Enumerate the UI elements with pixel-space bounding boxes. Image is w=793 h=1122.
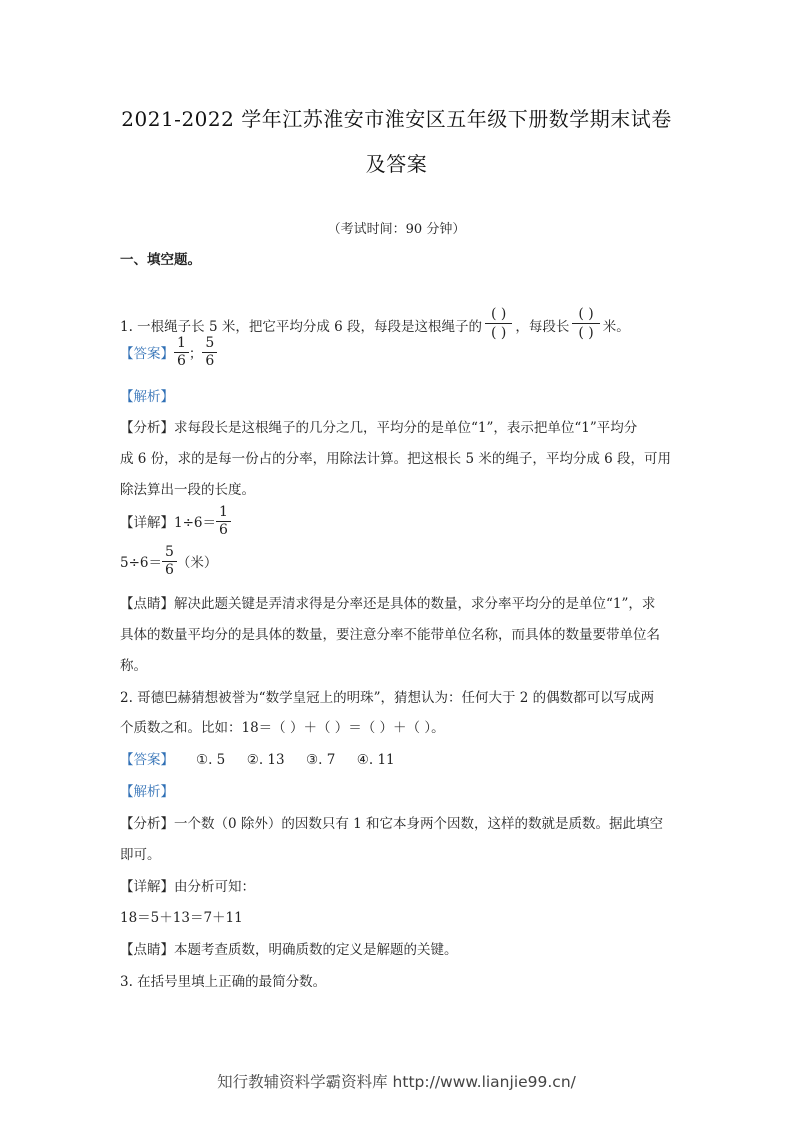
q1-blank-den-1: ( ): [491, 325, 507, 342]
q1-analysis-tag: 【解析】: [120, 389, 174, 405]
q2-fenxi-line1: [120, 812, 663, 832]
q2-fenxi-line2: 即可。: [120, 847, 161, 863]
q1-answer-fraction-2: [202, 336, 217, 368]
section-heading: 一、填空题。: [120, 252, 201, 268]
calc-unit: （米）: [176, 555, 218, 572]
q1-blank-num-1: ( ): [485, 307, 512, 325]
q1-blank-fraction-2[interactable]: [572, 307, 599, 341]
dianjing-text: 本题考查质数，明确质数的定义是解题的关键。: [174, 942, 458, 958]
fraction-numerator: 5: [162, 545, 177, 562]
q2-xiangjie: [120, 875, 255, 895]
fraction-denominator: 6: [177, 352, 186, 369]
fraction-numerator: 1: [216, 505, 231, 522]
xiangjie-text: 由分析可知：: [174, 879, 255, 895]
q1-answer: [120, 336, 217, 368]
exam-time: （考试时间：90 分钟）: [327, 222, 466, 237]
fraction-denominator: 6: [165, 561, 174, 578]
dianjing-tag: 【点睛】: [120, 596, 174, 612]
fenxi-tag: 【分析】: [120, 816, 174, 832]
q2-dianjing: [120, 938, 458, 958]
q1-answer-fraction-1: [174, 336, 189, 368]
dianjing-tag: 【点睛】: [120, 942, 174, 958]
q1-text-b: ，每段长: [515, 319, 570, 335]
q2-answer: [120, 748, 395, 768]
fenxi-text: 一个数（0 除外）的因数只有 1 和它本身两个因数，这样的数就是质数。据此填空: [174, 816, 664, 832]
fraction-numerator: 5: [202, 336, 217, 353]
fenxi-text: 求每段长是这根绳子的几分之几，平均分的是单位“1”，表示把单位“1”平均分: [174, 420, 638, 436]
q1-xiangjie-line1: [120, 505, 231, 537]
q1-fenxi-line3: 除法算出一段的长度。: [120, 482, 255, 498]
calc-fraction: [216, 505, 231, 537]
fraction-numerator: 1: [174, 336, 189, 353]
q2-answer-values: ①. 5 ②. 13 ③. 7 ④. 11: [196, 752, 395, 768]
q1-dianjing-line2: 具体的数量平均分的是具体的数量，要注意分率不能带单位名称，而具体的数量要带单位名: [120, 627, 660, 643]
dianjing-text: 解决此题关键是弄清求得是分率还是具体的数量，求分率平均分的是单位“1”，求: [174, 596, 656, 612]
fenxi-tag: 【分析】: [120, 420, 174, 436]
q1-text-c: 米。: [602, 319, 630, 335]
question-1: [120, 281, 630, 341]
q1-text-a: 1. 一根绳子长 5 米，把它平均分成 6 段，每段是这根绳子的: [120, 319, 483, 335]
q2-analysis-tag: 【解析】: [120, 784, 174, 800]
q1-fenxi-line1: [120, 416, 637, 436]
page-title-line1: 2021-2022 学年江苏淮安市淮安区五年级下册数学期末试卷: [121, 107, 672, 131]
answer-separator: ；: [188, 346, 203, 363]
q2-line2: 个质数之和。比如：18＝（ ）＋（ ）＝（ ）＋（ ）。: [120, 720, 445, 736]
q1-dianjing-line1: [120, 592, 655, 612]
q2-calc: 18＝5＋13＝7＋11: [120, 910, 243, 926]
q1-dianjing-line3: 称。: [120, 658, 147, 674]
answer-tag: 【答案】: [120, 752, 174, 768]
xiangjie-tag: 【详解】: [120, 515, 174, 532]
calc-fraction: [162, 545, 177, 577]
fraction-denominator: 6: [205, 352, 215, 369]
q1-blank-fraction-1[interactable]: [485, 307, 512, 341]
q2-line1: 2. 哥德巴赫猜想被誉为“数学皇冠上的明珠”，猜想认为：任何大于 2 的偶数都可以写成两: [120, 690, 655, 706]
q1-fenxi-line2: 成 6 份，求的是每一份占的分率，用除法计算。把这根长 5 米的绳子，平均分成 6 段，可用: [120, 451, 672, 467]
xiangjie-tag: 【详解】: [120, 879, 174, 895]
q1-blank-den-2: ( ): [578, 325, 594, 342]
q1-blank-num-2: ( ): [572, 307, 599, 325]
q1-xiangjie-line2: [120, 545, 217, 577]
footer-watermark: 知行教辅资料学霸资料库 http://www.lianjie99.cn/: [217, 1073, 576, 1091]
calc-expression: 1÷6＝: [174, 515, 216, 532]
page-title-line2: 及答案: [365, 152, 428, 176]
q3-line1: 3. 在括号里填上正确的最简分数。: [120, 974, 327, 990]
calc-expression: 5÷6＝: [120, 555, 162, 572]
answer-tag: 【答案】: [120, 346, 174, 363]
fraction-denominator: 6: [219, 521, 228, 538]
